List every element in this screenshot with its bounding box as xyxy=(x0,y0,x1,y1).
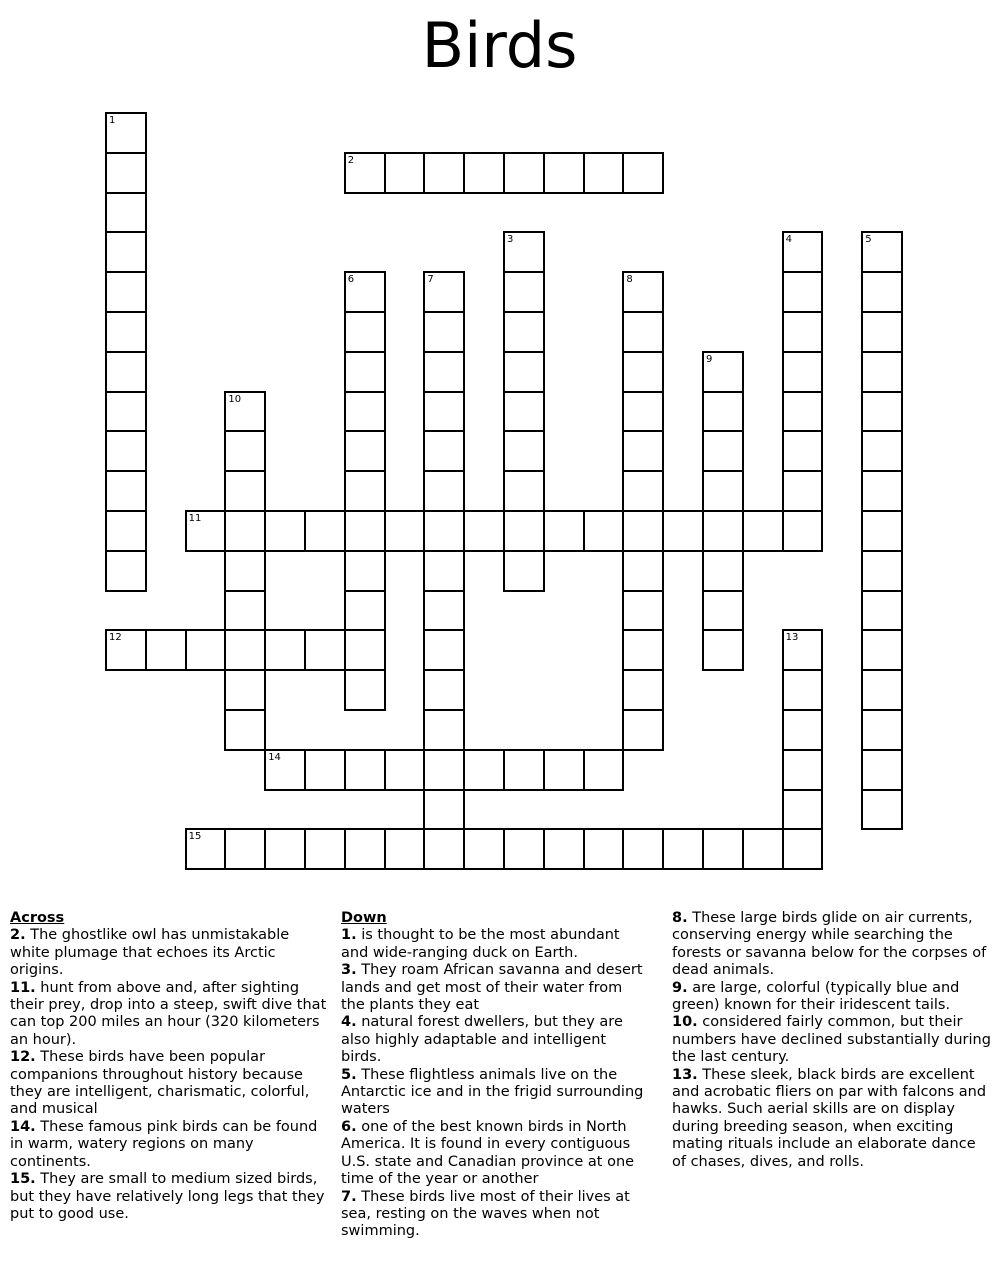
grid-cell[interactable] xyxy=(224,669,266,711)
across-heading: Across xyxy=(10,910,65,926)
grid-cell[interactable] xyxy=(583,749,625,791)
grid-cell[interactable] xyxy=(861,749,903,791)
clue-number: 10. xyxy=(672,1014,698,1031)
grid-cell[interactable] xyxy=(742,828,784,870)
clue-item xyxy=(10,1171,328,1223)
grid-cell[interactable] xyxy=(782,311,824,353)
grid-cell[interactable] xyxy=(344,470,386,512)
clue-item xyxy=(10,980,328,1050)
clue-text: They are small to medium sized birds, but they have relatively long legs that they put to good use. xyxy=(10,1171,325,1222)
grid-cell[interactable] xyxy=(622,152,664,194)
clue-number-label: 8 xyxy=(626,274,633,286)
grid-cell[interactable] xyxy=(503,391,545,433)
grid-cell[interactable] xyxy=(463,828,505,870)
clue-number-label: 2 xyxy=(347,154,355,166)
grid-cell[interactable] xyxy=(224,510,266,552)
grid-cell[interactable] xyxy=(583,510,625,552)
grid-cell[interactable] xyxy=(423,510,465,552)
grid-cell[interactable] xyxy=(702,510,744,552)
grid-cell[interactable] xyxy=(622,510,664,552)
grid-cell[interactable] xyxy=(861,709,903,751)
grid-cell[interactable] xyxy=(384,510,426,552)
grid-cell[interactable] xyxy=(503,510,545,552)
across-clues xyxy=(10,910,328,1223)
grid-cell[interactable] xyxy=(423,669,465,711)
grid-cell[interactable] xyxy=(344,828,386,870)
clue-item xyxy=(10,1049,328,1119)
grid-cell[interactable] xyxy=(105,550,147,592)
clue-number-label: 1 xyxy=(109,115,116,126)
clue-item xyxy=(672,980,994,1015)
grid-cell[interactable] xyxy=(304,629,346,671)
grid-cell[interactable] xyxy=(782,669,824,711)
grid-cell[interactable] xyxy=(782,510,824,552)
clue-text: These large birds glide on air currents, conserving energy while searching the forests or savanna below for the corpses of dead animals. xyxy=(672,910,987,979)
grid-cell[interactable] xyxy=(861,629,903,671)
grid-cell[interactable] xyxy=(622,550,664,592)
grid-cell[interactable] xyxy=(622,828,664,870)
grid-cell[interactable] xyxy=(105,430,147,472)
grid-cell[interactable] xyxy=(503,351,545,393)
grid-cell[interactable] xyxy=(105,231,147,273)
grid-cell[interactable] xyxy=(503,828,545,870)
grid-cell[interactable] xyxy=(344,351,386,393)
grid-cell[interactable] xyxy=(264,629,306,671)
grid-cell[interactable] xyxy=(503,470,545,512)
grid-cell[interactable] xyxy=(622,430,664,472)
grid-cell[interactable] xyxy=(224,590,266,632)
clue-number: 11. xyxy=(10,979,36,996)
grid-cell[interactable] xyxy=(503,271,545,313)
clue-text: These famous pink birds can be found in warm, watery regions on many continents. xyxy=(10,1118,318,1170)
grid-cell[interactable] xyxy=(702,590,744,632)
clue-text: These sleek, black birds are excellent and acrobatic fliers on par with falcons and hawks. Such aerial skills are on display during breeding season, when exciting mating rituals include an elaborate dance of chases, dives, and rolls. xyxy=(672,1066,987,1170)
grid-cell[interactable] xyxy=(344,510,386,552)
clue-item xyxy=(672,1067,994,1171)
grid-cell[interactable] xyxy=(423,749,465,791)
grid-cell[interactable] xyxy=(861,550,903,592)
grid-cell[interactable] xyxy=(702,470,744,512)
grid-cell[interactable] xyxy=(782,709,824,751)
grid-cell[interactable] xyxy=(742,510,784,552)
grid-cell[interactable] xyxy=(423,152,465,194)
grid-cell[interactable] xyxy=(423,311,465,353)
clue-text: are large, colorful (typically blue and green) known for their iridescent tails. xyxy=(672,979,960,1014)
grid-cell[interactable] xyxy=(782,391,824,433)
clue-number: 15. xyxy=(10,1171,36,1188)
grid-cell[interactable] xyxy=(264,828,306,870)
clue-text: These flightless animals live on the Antarctic ice and in the frigid surrounding waters xyxy=(341,1066,644,1118)
grid-cell[interactable] xyxy=(662,828,704,870)
clue-number-label: 10 xyxy=(228,393,242,405)
grid-cell[interactable] xyxy=(344,590,386,632)
grid-cell[interactable] xyxy=(423,789,465,831)
grid-cell[interactable] xyxy=(861,391,903,433)
grid-cell[interactable] xyxy=(503,152,545,194)
grid-cell[interactable] xyxy=(105,510,147,552)
grid-cell[interactable] xyxy=(463,749,505,791)
grid-cell[interactable] xyxy=(105,391,147,433)
clue-number: 9. xyxy=(672,979,688,996)
grid-cell[interactable] xyxy=(423,470,465,512)
grid-cell[interactable] xyxy=(782,828,824,870)
clue-number-label: 12 xyxy=(109,632,122,644)
grid-cell[interactable] xyxy=(782,749,824,791)
clue-number-label: 13 xyxy=(785,632,799,644)
grid-cell[interactable] xyxy=(861,590,903,632)
grid-cell[interactable] xyxy=(622,391,664,433)
grid-cell[interactable] xyxy=(463,510,505,552)
clue-item xyxy=(672,1014,994,1066)
grid-cell[interactable] xyxy=(224,828,266,870)
grid-cell[interactable] xyxy=(304,510,346,552)
grid-cell[interactable] xyxy=(185,629,227,671)
grid-cell[interactable] xyxy=(105,351,147,393)
grid-cell[interactable] xyxy=(543,828,585,870)
grid-cell[interactable] xyxy=(702,430,744,472)
down-clue-list xyxy=(341,927,646,1240)
clue-number: 12. xyxy=(10,1049,36,1066)
clue-text: one of the best known birds in North America. It is found in every contiguous U.S. state and Canadian province at one time of the year or another xyxy=(341,1118,635,1188)
grid-cell[interactable] xyxy=(224,470,266,512)
clue-text: These birds live most of their lives at sea, resting on the waves when not swimming. xyxy=(341,1188,630,1240)
grid-cell[interactable] xyxy=(583,152,625,194)
grid-cell[interactable] xyxy=(782,470,824,512)
down-clue-list-continued xyxy=(672,910,994,1171)
grid-cell[interactable] xyxy=(344,391,386,433)
grid-cell[interactable] xyxy=(782,789,824,831)
clue-text: The ghostlike owl has unmistakable white plumage that echoes its Arctic origins. xyxy=(10,927,290,979)
clue-number: 4. xyxy=(341,1014,357,1031)
grid-cell[interactable] xyxy=(861,351,903,393)
grid-cell[interactable] xyxy=(423,590,465,632)
clue-number: 5. xyxy=(341,1066,357,1083)
grid-cell[interactable] xyxy=(344,311,386,353)
grid-cell[interactable] xyxy=(145,629,187,671)
down-heading: Down xyxy=(341,910,387,926)
clue-number: 3. xyxy=(341,962,357,979)
grid-cell[interactable] xyxy=(622,709,664,751)
clue-text: hunt from above and, after sighting their prey, drop into a steep, swift dive that can top 200 miles an hour (320 kilometers an hour). xyxy=(10,979,327,1048)
grid-cell[interactable] xyxy=(782,271,824,313)
clue-number: 7. xyxy=(341,1188,357,1205)
clue-item xyxy=(10,1119,328,1171)
grid-cell[interactable] xyxy=(861,430,903,472)
grid-cell[interactable] xyxy=(224,430,266,472)
across-clue-list xyxy=(10,927,328,1223)
clue-number-label: 11 xyxy=(188,513,202,524)
clue-number: 1. xyxy=(341,927,357,944)
grid-cell[interactable] xyxy=(662,510,704,552)
grid-cell[interactable] xyxy=(384,152,426,194)
grid-cell[interactable] xyxy=(463,152,505,194)
clue-text: is thought to be the most abundant and wide-ranging duck on Earth. xyxy=(341,927,620,961)
clue-item xyxy=(341,1119,646,1189)
clue-number: 6. xyxy=(341,1118,357,1135)
down-clues-column-1 xyxy=(341,910,646,1241)
grid-cell[interactable] xyxy=(702,828,744,870)
grid-cell[interactable] xyxy=(702,391,744,433)
page-title: Birds xyxy=(421,9,578,82)
clue-number: 13. xyxy=(672,1066,698,1083)
grid-cell[interactable] xyxy=(105,311,147,353)
grid-cell[interactable] xyxy=(264,510,306,552)
clue-item xyxy=(10,927,328,979)
grid-cell[interactable] xyxy=(105,152,147,194)
clue-number-label: 9 xyxy=(706,353,713,365)
grid-cell[interactable] xyxy=(503,749,545,791)
grid-cell[interactable] xyxy=(224,550,266,592)
grid-cell[interactable] xyxy=(861,510,903,552)
grid-cell[interactable] xyxy=(622,629,664,671)
grid-cell[interactable] xyxy=(423,629,465,671)
grid-cell[interactable] xyxy=(344,749,386,791)
grid-cell[interactable] xyxy=(423,828,465,870)
clue-number-label: 5 xyxy=(865,234,872,246)
clue-text: These birds have been popular companions throughout history because they are intelligent, charismatic, colorful, and musical xyxy=(10,1049,310,1118)
grid-cell[interactable] xyxy=(344,550,386,592)
grid-cell[interactable] xyxy=(344,629,386,671)
clue-number-label: 3 xyxy=(507,234,514,246)
grid-cell[interactable] xyxy=(423,550,465,592)
grid-cell[interactable] xyxy=(782,430,824,472)
grid-cell[interactable] xyxy=(423,351,465,393)
grid-cell[interactable] xyxy=(503,311,545,353)
clue-item xyxy=(341,962,646,1014)
grid-cell[interactable] xyxy=(105,192,147,234)
clue-text: They roam African savanna and desert lands and get most of their water from the plants they eat xyxy=(341,962,643,1014)
grid-cell[interactable] xyxy=(304,828,346,870)
clue-item xyxy=(672,910,994,980)
grid-cell[interactable] xyxy=(503,550,545,592)
grid-cell[interactable] xyxy=(782,351,824,393)
clue-number-label: 7 xyxy=(427,274,434,286)
grid-cell[interactable] xyxy=(105,470,147,512)
grid-cell[interactable] xyxy=(344,430,386,472)
clue-number: 2. xyxy=(10,927,26,944)
grid-cell[interactable] xyxy=(344,669,386,711)
grid-cell[interactable] xyxy=(583,828,625,870)
grid-cell[interactable] xyxy=(702,550,744,592)
clue-item xyxy=(341,927,646,962)
grid-cell[interactable] xyxy=(224,709,266,751)
grid-cell[interactable] xyxy=(861,789,903,831)
grid-cell[interactable] xyxy=(304,749,346,791)
grid-cell[interactable] xyxy=(861,669,903,711)
clue-text: natural forest dwellers, but they are also highly adaptable and intelligent birds. xyxy=(341,1014,623,1066)
grid-cell[interactable] xyxy=(423,391,465,433)
clue-number-label: 14 xyxy=(268,751,281,763)
grid-cell[interactable] xyxy=(861,470,903,512)
clue-number: 8. xyxy=(672,910,688,926)
down-clues-column-2 xyxy=(672,910,994,1171)
clue-number-label: 4 xyxy=(785,234,792,246)
clue-item xyxy=(341,1014,646,1066)
grid-cell[interactable] xyxy=(622,351,664,393)
grid-cell[interactable] xyxy=(861,271,903,313)
grid-cell[interactable] xyxy=(423,430,465,472)
grid-cell[interactable] xyxy=(503,430,545,472)
grid-cell[interactable] xyxy=(224,629,266,671)
grid-cell[interactable] xyxy=(384,749,426,791)
clue-number-label: 15 xyxy=(188,831,202,843)
grid-cell[interactable] xyxy=(861,311,903,353)
grid-cell[interactable] xyxy=(702,629,744,671)
grid-cell[interactable] xyxy=(543,510,585,552)
grid-cell[interactable] xyxy=(384,828,426,870)
clue-text: considered fairly common, but their numbers have declined substantially during the last century. xyxy=(672,1014,991,1066)
grid-cell[interactable] xyxy=(105,271,147,313)
grid-cell[interactable] xyxy=(622,669,664,711)
grid-cell[interactable] xyxy=(622,590,664,632)
grid-cell[interactable] xyxy=(622,311,664,353)
clue-number: 14. xyxy=(10,1118,36,1135)
grid-cell[interactable] xyxy=(622,470,664,512)
grid-cell[interactable] xyxy=(423,709,465,751)
clue-item xyxy=(341,1067,646,1119)
grid-cell[interactable] xyxy=(543,152,585,194)
clue-item xyxy=(341,1189,646,1241)
grid-cell[interactable] xyxy=(543,749,585,791)
clue-number-label: 6 xyxy=(347,274,355,286)
